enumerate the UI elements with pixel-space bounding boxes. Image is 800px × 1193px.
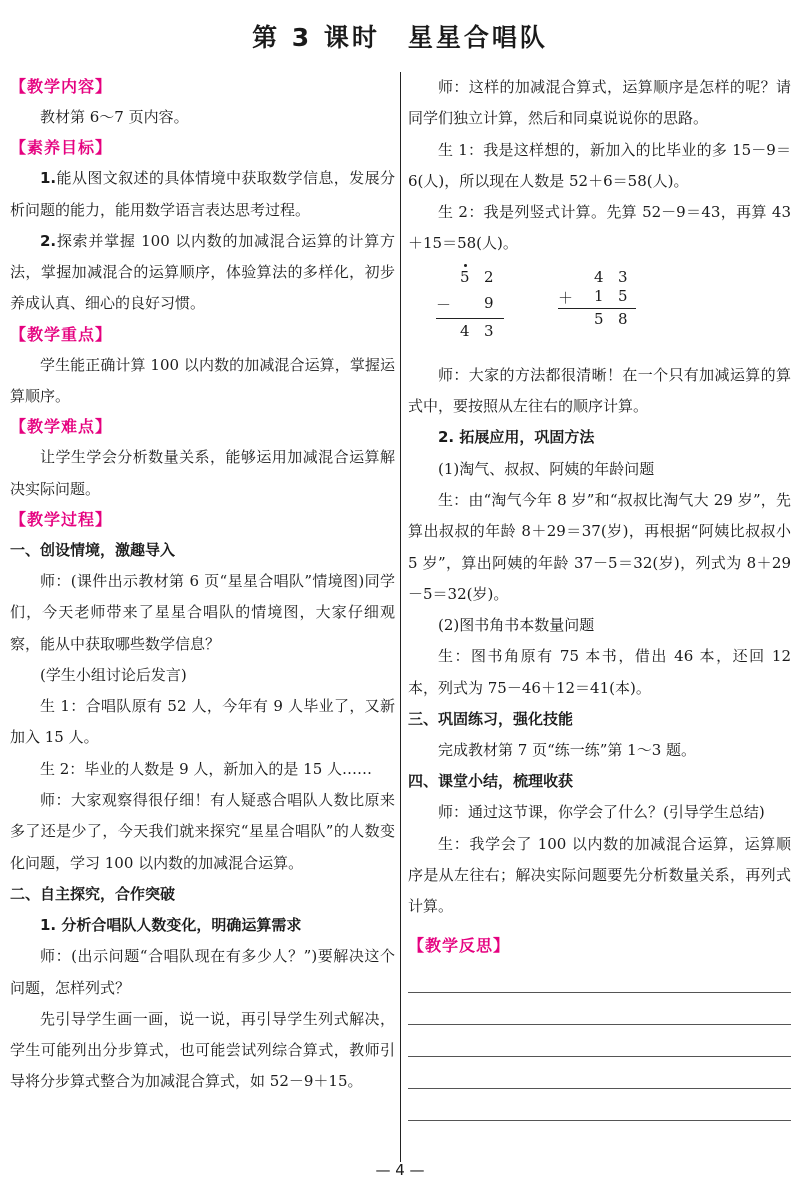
lesson-title: 第 3 课时 星星合唱队 bbox=[252, 23, 548, 52]
section-1-title: 一、创设情境，激趣导入 bbox=[10, 540, 176, 559]
paragraph: 生 2：我是列竖式计算。先算 52－9＝43，再算 43＋15＝58(人)。 bbox=[408, 203, 791, 253]
paragraph: 师：大家的方法都很清晰！在一个只有加减运算的算式中，要按照从左往右的顺序计算。 bbox=[408, 365, 791, 416]
calc-b-digit: 3 bbox=[618, 267, 628, 286]
goal-1-number: 1. bbox=[40, 169, 57, 188]
paragraph: 师：这样的加减混合算式，运算顺序是怎样的呢？请同学们独立计算，然后和同桌说说你的思路。 bbox=[408, 78, 791, 128]
calc-a-rule bbox=[436, 318, 504, 319]
calc-a-operator: － bbox=[436, 295, 452, 314]
borrow-dot bbox=[464, 264, 467, 267]
goal-1-text: 能从图文叙述的具体情境中获取数学信息，发展分析问题的能力，能用数学语言表达思考过程。 bbox=[10, 169, 395, 219]
paragraph: 生：由“淘气今年 8 岁”和“叔叔比淘气大 29 岁”，先算出叔叔的年龄 8＋29＝37(岁)，再根据“阿姨比叔叔小 5 岁”，算出阿姨的年龄 37－5＝32(岁)，列式为 8＋29－5＝32(岁)。 bbox=[408, 490, 791, 603]
paragraph: 先引导学生画一画，说一说，再引导学生列式解决，学生可能列出分步算式，也可能尝试列综合算式，教师引导将分步算式整合为加减混合算式，如 52－9＋15。 bbox=[10, 1009, 395, 1091]
calc-b-digit: 1 bbox=[594, 286, 604, 305]
calc-b-digit: 4 bbox=[594, 267, 604, 286]
heading-difficulties: 【教学难点】 bbox=[10, 417, 113, 437]
right-column bbox=[408, 72, 791, 1121]
reflection-writing-lines bbox=[408, 992, 791, 1121]
paragraph: (1)淘气、叔叔、阿姨的年龄问题 bbox=[438, 459, 655, 478]
writing-line bbox=[408, 1056, 791, 1057]
writing-line bbox=[408, 1120, 791, 1121]
calc-b-digit: 5 bbox=[594, 309, 604, 328]
calc-b-digit: 5 bbox=[618, 286, 628, 305]
page-number: — 4 — bbox=[375, 1161, 425, 1179]
difficulties-text: 让学生学会分析数量关系，能够运用加减混合运算解决实际问题。 bbox=[10, 448, 395, 498]
goal-2-number: 2. bbox=[40, 231, 57, 250]
paragraph: 师：(课件出示教材第 6 页“星星合唱队”情境图)同学们，今天老师带来了星星合唱队的情境图，大家仔细观察，能从中获取哪些数学信息？ bbox=[10, 571, 395, 653]
section-3-title: 三、巩固练习，强化技能 bbox=[408, 710, 574, 729]
calc-a-digit: 5 bbox=[460, 267, 470, 286]
section-4-title: 四、课堂小结，梳理收获 bbox=[408, 772, 574, 791]
key-points-text: 学生能正确计算 100 以内数的加减混合运算，掌握运算顺序。 bbox=[10, 355, 395, 406]
calc-a-digit: 4 bbox=[460, 321, 470, 340]
heading-teaching-content: 【教学内容】 bbox=[10, 77, 113, 96]
writing-line bbox=[408, 992, 791, 993]
paragraph: 生 2：毕业的人数是 9 人，新加入的是 15 人…… bbox=[40, 759, 373, 778]
subsection-1-title: 1. 分析合唱队人数变化，明确运算需求 bbox=[40, 915, 302, 934]
subsection-2-title: 2. 拓展应用，巩固方法 bbox=[438, 428, 595, 447]
calc-a-digit: 3 bbox=[484, 321, 494, 340]
paragraph: 师：(出示问题“合唱队现在有多少人？”)要解决这个问题，怎样列式？ bbox=[10, 947, 395, 997]
goal-2-text: 探索并掌握 100 以内数的加减混合运算的计算方法，掌握加减混合的运算顺序，体验算法的多样化，初步养成认真、细心的良好习惯。 bbox=[10, 231, 395, 313]
paragraph: 师：通过这节课，你学会了什么？(引导学生总结) bbox=[438, 803, 765, 822]
heading-literacy-goals: 【素养目标】 bbox=[10, 138, 113, 158]
goal-item-2 bbox=[10, 226, 395, 320]
paragraph: 师：大家观察得很仔细！有人疑惑合唱队人数比原来多了还是少了，今天我们就来探究“星星合唱队”的人数变化问题，学习 100 以内数的加减混合运算。 bbox=[10, 791, 395, 872]
writing-line bbox=[408, 1088, 791, 1089]
calc-a-digit: 9 bbox=[484, 293, 494, 312]
calc-a-digit: 2 bbox=[484, 267, 494, 286]
paragraph: 生：图书角原有 75 本书，借出 46 本，还回 12 本，列式为 75－46＋12＝41(本)。 bbox=[408, 647, 791, 697]
paragraph: 生 1：我是这样想的，新加入的比毕业的多 15－9＝6(人)，所以现在人数是 52＋6＝58(人)。 bbox=[408, 140, 791, 190]
calc-b-digit: 8 bbox=[618, 309, 628, 328]
paragraph: 生：我学会了 100 以内数的加减混合运算，运算顺序是从左往右；解决实际问题要先分析数量关系，再列式计算。 bbox=[408, 834, 791, 916]
left-column bbox=[10, 72, 395, 1098]
writing-line bbox=[408, 1024, 791, 1025]
heading-teaching-reflection: 【教学反思】 bbox=[408, 935, 511, 955]
vertical-calculations bbox=[408, 260, 791, 360]
calc-b-rule bbox=[558, 308, 636, 309]
paragraph: (2)图书角书本数量问题 bbox=[438, 616, 595, 635]
heading-teaching-process: 【教学过程】 bbox=[10, 509, 113, 529]
goal-item-1 bbox=[10, 163, 395, 226]
paragraph: 完成教材第 7 页“练一练”第 1～3 题。 bbox=[438, 741, 697, 760]
calc-b-operator: ＋ bbox=[558, 288, 574, 307]
teaching-content-text: 教材第 6～7 页内容。 bbox=[40, 108, 189, 126]
paragraph: (学生小组讨论后发言) bbox=[40, 665, 187, 684]
paragraph: 生 1：合唱队原有 52 人，今年有 9 人毕业了，又新加入 15 人。 bbox=[10, 697, 395, 747]
column-divider bbox=[400, 72, 401, 1162]
heading-key-points: 【教学重点】 bbox=[10, 324, 113, 344]
section-2-title: 二、自主探究，合作突破 bbox=[10, 884, 176, 903]
